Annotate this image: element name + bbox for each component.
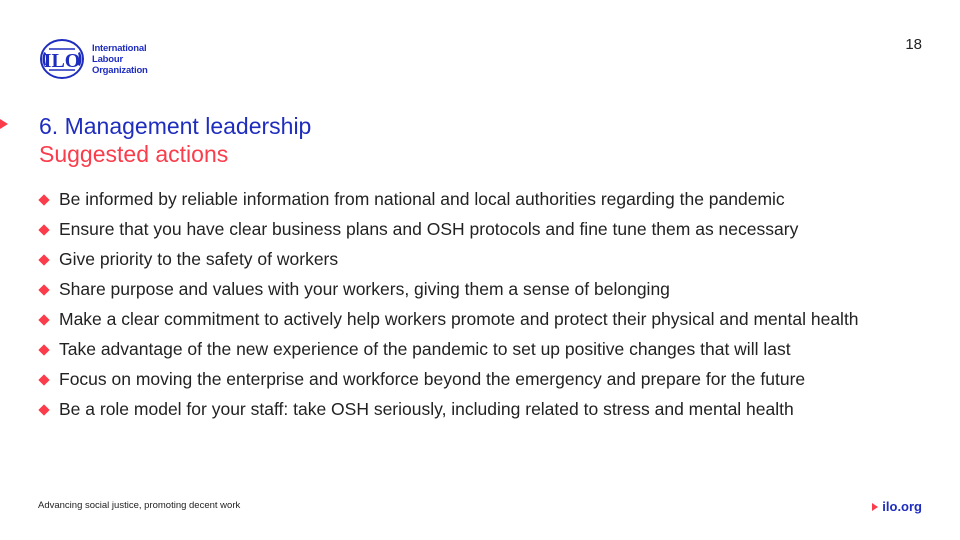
ilo-website-link[interactable] bbox=[872, 499, 922, 514]
bullet-text: Take advantage of the new experience of the pandemic to set up positive changes that will last bbox=[59, 339, 791, 359]
logo-line-2: Labour bbox=[92, 53, 123, 65]
ilo-website-link-label: ilo.org bbox=[882, 499, 922, 514]
list-item bbox=[39, 367, 929, 391]
list-item bbox=[39, 277, 929, 301]
diamond-bullet-icon bbox=[38, 224, 49, 235]
bullet-text: Be a role model for your staff: take OSH seriously, including related to stress and mental health bbox=[59, 399, 794, 419]
diamond-bullet-icon bbox=[38, 314, 49, 325]
bullet-list bbox=[39, 187, 929, 427]
bullet-text: Make a clear commitment to actively help workers promote and protect their physical and mental health bbox=[59, 309, 859, 329]
page-number: 18 bbox=[905, 36, 922, 53]
list-item bbox=[39, 307, 929, 331]
diamond-bullet-icon bbox=[38, 254, 49, 265]
list-item bbox=[39, 247, 929, 271]
diamond-bullet-icon bbox=[38, 194, 49, 205]
ilo-logo bbox=[38, 38, 148, 80]
svg-text:ILO: ILO bbox=[43, 50, 81, 72]
diamond-bullet-icon bbox=[38, 344, 49, 355]
bullet-text: Be informed by reliable information from national and local authorities regarding the pandemic bbox=[59, 189, 785, 209]
bullet-text: Give priority to the safety of workers bbox=[59, 249, 339, 269]
bullet-text: Ensure that you have clear business plans and OSH protocols and fine tune them as necessary bbox=[59, 219, 799, 239]
list-item bbox=[39, 187, 929, 211]
triangle-arrow-icon bbox=[872, 503, 878, 511]
slide-title: 6. Management leadership bbox=[39, 113, 312, 139]
list-item bbox=[39, 217, 929, 241]
diamond-bullet-icon bbox=[38, 284, 49, 295]
title-block bbox=[39, 112, 311, 168]
logo-wordmark bbox=[92, 43, 148, 76]
bullet-text: Share purpose and values with your workers, giving them a sense of belonging bbox=[59, 279, 670, 299]
bullet-text: Focus on moving the enterprise and workforce beyond the emergency and prepare for the future bbox=[59, 369, 806, 389]
list-item bbox=[39, 397, 929, 421]
section-marker-icon bbox=[0, 119, 8, 129]
footer-tagline: Advancing social justice, promoting decent work bbox=[38, 500, 241, 511]
diamond-bullet-icon bbox=[38, 374, 49, 385]
slide-subtitle: Suggested actions bbox=[39, 141, 229, 167]
diamond-bullet-icon bbox=[38, 404, 49, 415]
list-item bbox=[39, 337, 929, 361]
logo-line-3: Organization bbox=[92, 64, 148, 76]
logo-line-1: International bbox=[92, 42, 147, 54]
ilo-emblem-icon bbox=[38, 38, 86, 80]
